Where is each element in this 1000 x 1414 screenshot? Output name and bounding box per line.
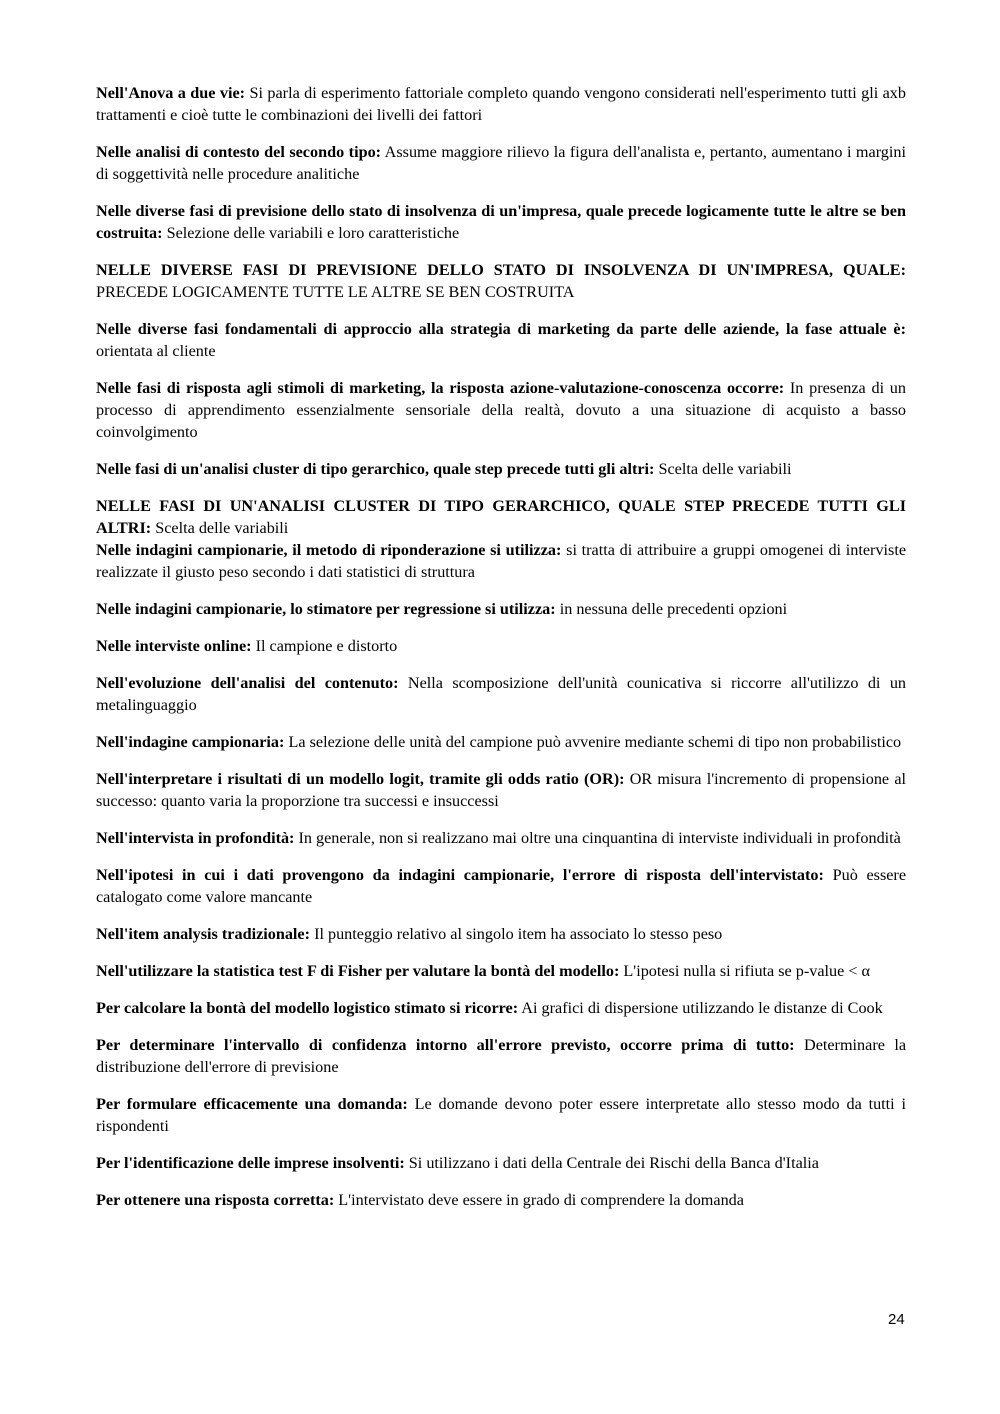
qa-entry [96,827,906,849]
qa-entry [96,495,906,539]
question: Per formulare efficacemente una domanda: [96,1095,408,1113]
answer: La selezione delle unità del campione può avvenire mediante schemi di tipo non probabilistico [288,733,902,751]
question: Per calcolare la bontà del modello logistico stimato si ricorre: [96,999,519,1017]
qa-entry [96,539,906,583]
answer: Assume maggiore rilievo la figura dell'analista e, pertanto, aumentano i margini di soggettività nelle procedure analitiche [96,143,906,183]
answer: Scelta delle variabili [155,519,289,537]
question: Nelle fasi di risposta agli stimoli di marketing, la risposta azione-valutazione-conoscenza occorre: [96,379,785,397]
qa-entry [96,1189,906,1211]
question: Nell'Anova a due vie: [96,84,246,102]
answer: PRECEDE LOGICAMENTE TUTTE LE ALTRE SE BEN COSTRUITA [96,283,575,301]
qa-entry [96,1093,906,1137]
qa-entry [96,864,906,908]
answer: Si utilizzano i dati della Centrale dei Rischi della Banca d'Italia [408,1154,819,1172]
qa-entry [96,259,906,303]
question: Nelle diverse fasi di previsione dello stato di insolvenza di un'impresa, quale precede logicamente tutte le altre se ben costruita: [96,202,906,242]
answer: In generale, non si realizzano mai oltre una cinquantina di interviste individuali in profondità [298,829,901,847]
answer: orientata al cliente [96,342,216,360]
answer: in nessuna delle precedenti opzioni [559,600,788,618]
qa-entry [96,200,906,244]
question: Nell'ipotesi in cui i dati provengono da indagini campionarie, l'errore di risposta dell'intervistato: [96,866,824,884]
qa-entry [96,318,906,362]
question: NELLE FASI DI UN'ANALISI CLUSTER DI TIPO GERARCHICO, QUALE STEP PRECEDE TUTTI GLI ALTRI: [96,497,906,537]
qa-entry [96,141,906,185]
qa-entry [96,768,906,812]
answer: OR misura l'incremento di propensione al successo: quanto varia la proporzione tra successi e insuccessi [96,770,906,810]
qa-entry [96,377,906,443]
answer: Il punteggio relativo al singolo item ha associato lo stesso peso [314,925,723,943]
question: Nell'indagine campionaria: [96,733,285,751]
qa-entry [96,1034,906,1078]
qa-entry [96,598,906,620]
qa-entry [96,458,906,480]
qa-entry [96,82,906,126]
question: Nelle indagini campionarie, lo stimatore per regressione si utilizza: [96,600,556,618]
answer: si tratta di attribuire a gruppi omogenei di interviste realizzate il giusto peso secondo i dati statistici di struttura [96,541,907,581]
question: Nell'evoluzione dell'analisi del contenuto: [96,674,399,692]
qa-entry [96,672,906,716]
answer: In presenza di un processo di apprendimento essenzialmente sensoriale della realtà, dovuto a una situazione di acquisto a basso coinvolgimento [96,379,906,441]
answer: Può essere catalogato come valore mancante [96,866,907,906]
question: Nelle fasi di un'analisi cluster di tipo gerarchico, quale step precede tutti gli altri: [96,460,655,478]
question: Nelle diverse fasi fondamentali di approccio alla strategia di marketing da parte delle aziende, la fase attuale è: [96,320,906,338]
question: Nelle interviste online: [96,637,252,655]
answer: Si parla di esperimento fattoriale completo quando vengono considerati nell'esperimento tutti gli axb trattamenti e cioè tutte le combinazioni dei livelli dei fattori [96,84,906,124]
answer: Nella scomposizione dell'unità counicativa si riccorre all'utilizzo di un metalinguaggio [96,674,907,714]
question: Per l'identificazione delle imprese insolventi: [96,1154,405,1172]
qa-entry [96,635,906,657]
question: Nell'interpretare i risultati di un modello logit, tramite gli odds ratio (OR): [96,770,625,788]
qa-list [96,82,906,1226]
question: Nelle indagini campionarie, il metodo di riponderazione si utilizza: [96,541,562,559]
answer: Le domande devono poter essere interpretate allo stesso modo da tutti i rispondenti [96,1095,907,1135]
question: Nell'item analysis tradizionale: [96,925,311,943]
question: Nelle analisi di contesto del secondo tipo: [96,143,382,161]
question: Nell'utilizzare la statistica test F di Fisher per valutare la bontà del modello: [96,962,620,980]
qa-entry [96,731,906,753]
answer: L'intervistato deve essere in grado di comprendere la domanda [338,1191,744,1209]
qa-entry [96,1152,906,1174]
answer: L'ipotesi nulla si rifiuta se p-value < α [623,962,871,980]
qa-entry [96,960,906,982]
qa-entry [96,923,906,945]
page-number: 24 [888,1311,905,1328]
answer: Ai grafici di dispersione utilizzando le distanze di Cook [521,999,883,1017]
answer: Selezione delle variabili e loro caratteristiche [166,224,460,242]
question: Per determinare l'intervallo di confidenza intorno all'errore previsto, occorre prima di tutto: [96,1036,795,1054]
answer: Determinare la distribuzione dell'errore di previsione [96,1036,907,1076]
question: Per ottenere una risposta corretta: [96,1191,335,1209]
qa-entry [96,997,906,1019]
question: Nell'intervista in profondità: [96,829,295,847]
answer: Scelta delle variabili [658,460,792,478]
answer: Il campione e distorto [255,637,398,655]
question: NELLE DIVERSE FASI DI PREVISIONE DELLO STATO DI INSOLVENZA DI UN'IMPRESA, QUALE: [96,261,906,279]
